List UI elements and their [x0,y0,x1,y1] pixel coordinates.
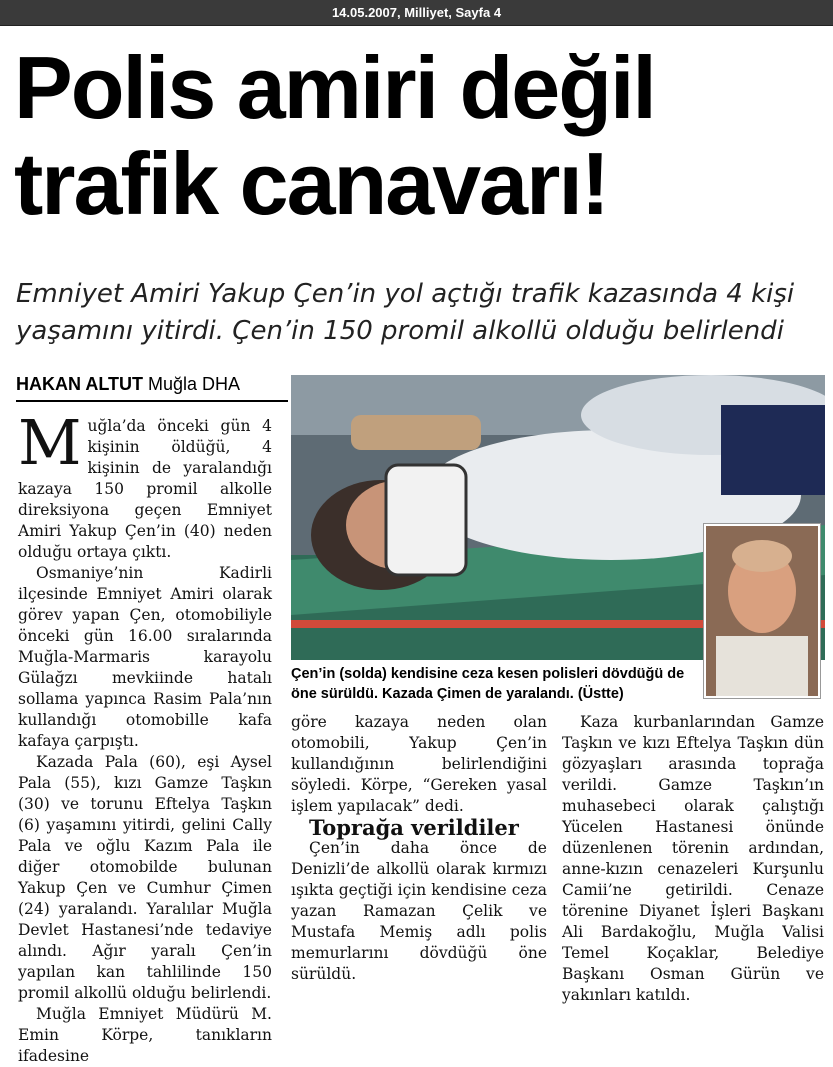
paragraph: Osmaniye’nin Kadirli ilçesinde Emniyet Amiri olarak görev yapan Çen, otomobiliyle önceki gün 16.00 sıralarında Muğla-Marmaris karayolu Gülağzı mevkiinde hatalı sollama yapınca Rasim Pala’nın kullandığı otomobille kafa kafaya çarpıştı. [18,564,272,750]
inset-portrait [704,524,820,698]
headline [14,40,824,232]
headline-line-1: Polis amiri değil [14,38,655,137]
paragraph: uğla’da önceki gün 4 kişinin öldüğü, 4 kişinin de yaralandığı kazaya 150 promil alkolle direksiyona geçen Emniyet Amiri Yakup Çen’in (40) neden olduğu ortaya çıktı. [18,417,272,561]
author-name: HAKAN ALTUT [16,374,143,394]
byline [16,374,240,395]
subheading: Toprağa verildiler [309,815,519,840]
page-header-bar [0,0,833,26]
headline-line-2: trafik canavarı! [14,134,609,233]
drop-cap: M [18,406,82,479]
byline-rule [16,400,288,402]
article-column-1 [18,406,272,1067]
page-header-title: 14.05.2007, Milliyet, Sayfa 4 [331,5,502,20]
article-column-3 [562,712,824,1006]
paragraph: Kaza kurbanlarından Gamze Taşkın ve kızı Eftelya Taşkın dün gözyaşları arasında toprağa verildi. Gamze Taşkın’ın muhasebeci olarak çalıştığı Yücelen Hastanesi önünde düzenlenen törenin ardından, anne-kızın cenazeleri Kurşunlu Camii’ne getirildi. Cenaze törenine Diyanet İşleri Başkanı Ali Bardakoğlu, Muğla Valisi Temel Koçaklar, Belediye Başkanı Osman Gürün ve yakınları katıldı. [562,713,824,1004]
paragraph: Muğla Emniyet Müdürü M. Emin Körpe, tanıkların ifadesine [18,1005,272,1065]
paragraph: Kazada Pala (60), eşi Aysel Pala (55), kızı Gamze Taşkın (30) ve torunu Eftelya Taşkın (6) yaşamını yitirdi, gelini Cally Pala ve oğlu Kazım Pala ile diğer otomobilde bulunan Yakup Çen ve Cumhur Çimen (24) yaralandı. Yaralılar Muğla Devlet Hastanesi’nde tedaviye alındı. Ağır yaralı Çen’in yapılan kan tahlilinde 150 promil alkollü olduğu belirlendi. [18,753,272,1002]
inset-portrait-image [706,526,818,696]
agency-name: Muğla DHA [148,374,241,394]
subheadline: Emniyet Amiri Yakup Çen’in yol açtığı trafik kazasında 4 kişi yaşamını yitirdi. Çen’in 150 promil alkollü olduğu belirlendi [16,279,795,346]
paragraph: göre kazaya neden olan otomobili, Yakup Çen’in kullandığının belirlendiğini söyledi. Körpe, “Gereken yasal işlem yapılacak” dedi. [291,713,547,815]
paragraph: Çen’in daha önce de Denizli’de alkollü olarak kırmızı ışıkta geçtiği için kendisine ceza yazan Ramazan Çelik ve Mustafa Memiş adlı polis memurlarını dövdüğü öne sürüldü. [291,839,547,983]
article-column-2 [291,712,547,985]
photo-caption: Çen’in (solda) kendisine ceza kesen polisleri dövdüğü de öne sürüldü. Kazada Çimen de yaralandı. (Üstte) [291,666,685,702]
